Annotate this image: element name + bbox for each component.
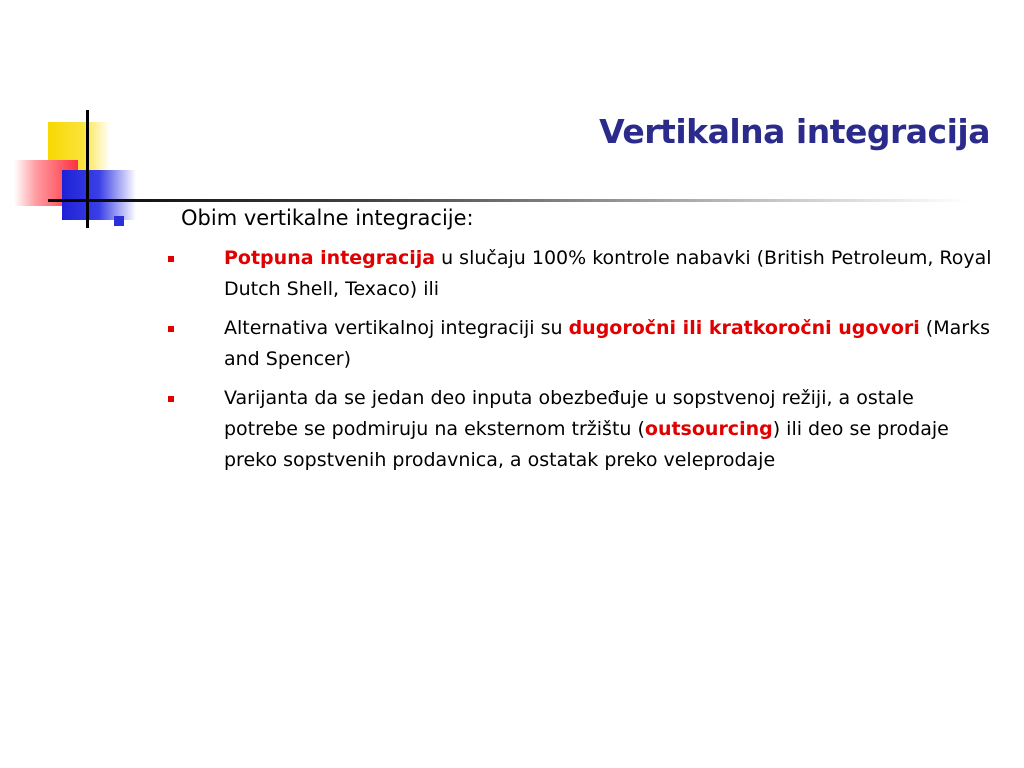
text-segment: Varijanta da se jedan deo inputa obezbeđuje u sopstvenoj režiji, a ostale potrebe se podmiruju na eksternom tržištu ( [224, 387, 914, 440]
bullet-item [162, 383, 992, 476]
text-segment: u slučaju 100% kontrole nabavki (British Petroleum, Royal Dutch Shell, Texaco) ili [224, 247, 992, 300]
text-segment: ) ili deo se prodaje preko sopstvenih prodavnica, a ostatak preko veleprodaje [224, 418, 949, 471]
bullet-text [224, 247, 992, 300]
highlighted-text: outsourcing [644, 418, 773, 440]
vertical-line [86, 110, 89, 228]
bullet-square-icon [168, 326, 174, 332]
text-segment: Alternativa vertikalnoj integraciji su [224, 317, 569, 339]
bullet-item [162, 313, 992, 375]
bullet-text [224, 387, 949, 471]
highlighted-text: Potpuna integracija [224, 247, 436, 269]
bullet-square-icon [168, 256, 174, 262]
decorative-logo [0, 0, 160, 240]
title-divider-line [48, 199, 968, 202]
bullet-item [162, 243, 992, 305]
bullet-list [162, 243, 992, 484]
text-segment: (Marks and Spencer) [224, 317, 990, 370]
blue-square-shape [62, 170, 136, 220]
bullet-text [224, 317, 990, 370]
small-blue-square-shape [114, 216, 124, 226]
slide-subtitle: Obim vertikalne integracije: [181, 206, 474, 230]
highlighted-text: dugoročni ili kratkoročni ugovori [568, 317, 920, 339]
bullet-square-icon [168, 396, 174, 402]
slide-title: Vertikalna integracija [599, 112, 990, 151]
